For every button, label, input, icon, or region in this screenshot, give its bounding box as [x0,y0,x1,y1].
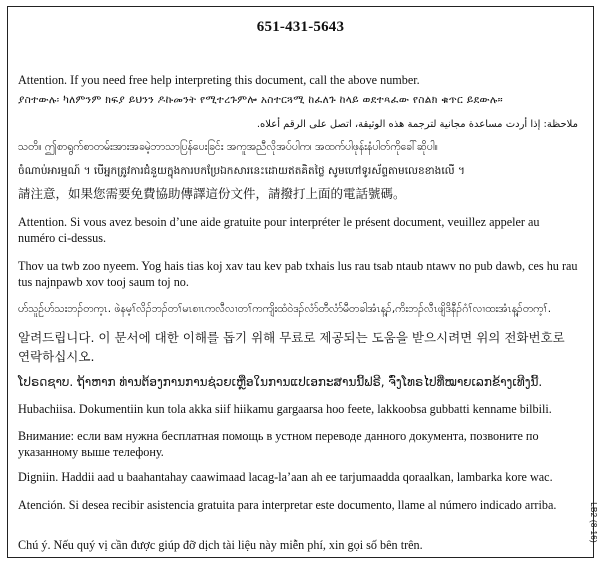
notice-vietnamese: Chú ý. Nếu quý vị cần được giúp đỡ dịch tài liệu này miễn phí, xin gọi số bên trên. [18,538,423,552]
notice-lao: ໂປຣດຊາບ. ຖ້າຫາກ ທ່ານຕ້ອງການການຊ່ວຍເຫຼືອໃນການແປເອກະສານນີ້ຟຣີ, ຈົ່ງໂທຣໄປທີ່ໝາຍເລກຂ້າງເທີງນີ້. [18,375,543,389]
notice-english: Attention. If you need free help interpreting this document, call the above number. [18,73,420,87]
notice-burmese: သတိ။ ဤစာရွက်စာတမ်းအားအခမဲ့ဘာသာပြန်ပေးခြင်း အကူအညီလိုအပ်ပါက၊ အထက်ပါဖုန်းနံပါတ်ကိုခေါ်ဆိုပါ။ [18,141,438,153]
notice-somali: Digniin. Haddii aad u baahantahay caawimaad lacag-la’aan ah ee tarjumaadda qoraalkan, lambarka kore wac. [18,470,553,484]
phone-number: 651-431-5643 [256,19,345,35]
form-code: LB2 (8-16) [589,502,598,543]
notice-arabic: ملاحظة: إذا أردت مساعدة مجانية لترجمة هذه الوثيقة، اتصل على الرقم أعلاه. [256,119,578,130]
notice-french: Attention. Si vous avez besoin d’une aide gratuite pour interpréter le présent document, veuillez appeler au numéro ci-dessus. [18,215,540,245]
notice-hmong: Thov ua twb zoo nyeem. Yog hais tias koj xav tau kev pab txhais lus rau tsab ntaub ntawv no pub dawb, ces hu rau tus najnpawb xov tooj saum toj no. [18,259,578,289]
notice-khmer: ចំណាប់អារម្មណ៍ ។ បើអ្នកត្រូវការជំនួយក្នុងការបកប្រែឯកសារនេះដោយឥតគិតថ្លៃ សូមហៅទូរស័ព្ទតាមលេខខាងលើ ។ [18,165,465,177]
notice-frame [7,6,598,558]
notice-karen: ဟ်သူဉ်ဟ်သးဘၣ်တက့ၤ. ဖဲနမ့ၢ်လိၣ်ဘၣ်တၢ်မၤစၢၤကလီလၢတၢ်ကကျိးထံဝဲဒၣ်လံာ်တီလံာ်မီတခါအံၤန့ၣ်,ကိးဘၣ်လီၤဖျိဒိနီၣ်ဂံၢ်လၢထးအံၤန့ၣ်တက့ၢ်. [18,303,552,315]
notice-oromo: Hubachiisa. Dokumentiin kun tola akka siif hiikamu gargaarsa hoo feete, lakkoobsa gubbatti kenname bilbili. [18,402,552,416]
notice-chinese: 請注意，如果您需要免費協助傳譯這份文件，請撥打上面的電話號碼。 [18,186,406,201]
notice-amharic: ያስተውሉ፡ ካለምንም ክፍያ ይህንን ዶኩመንት የሚተረጉምሎ አስተርጓሚ ከፈለጉ ከላይ ወደተጻፈው የስልክ ቁጥር ይደውሉ። [18,94,503,106]
notice-korean: 알려드립니다. 이 문서에 대한 이해를 돕기 위해 무료로 제공되는 도움을 받으시려면 위의 전화번호로 연락하십시오. [18,330,565,364]
notice-russian: Внимание: если вам нужна бесплатная помощь в устном переводе данного документа, позвоните по указанному выше телефону. [18,429,539,459]
notice-spanish: Atención. Si desea recibir asistencia gratuita para interpretar este documento, llame al número indicado arriba. [18,498,557,512]
